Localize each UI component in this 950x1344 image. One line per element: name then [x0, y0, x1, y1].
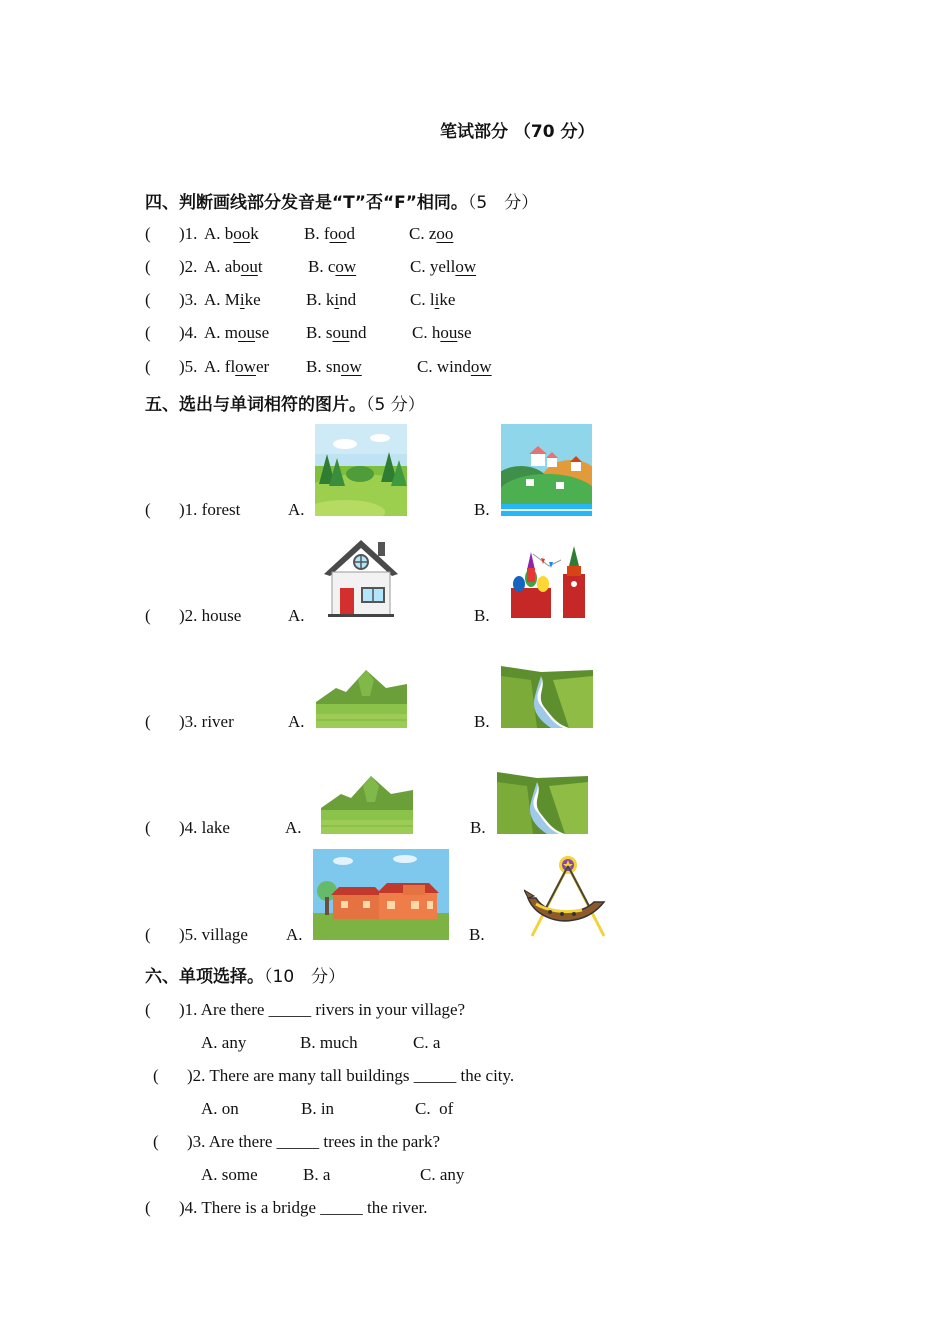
section-4-heading	[145, 188, 538, 213]
match-item-3	[145, 712, 234, 732]
option-a	[204, 257, 263, 277]
option-c	[417, 357, 492, 377]
q3-option-c: C. any	[420, 1165, 465, 1184]
answer-blank[interactable]: (	[145, 925, 151, 944]
underlined-letters: ow	[235, 357, 256, 376]
word-part: s	[325, 323, 333, 342]
item-number: )3.	[179, 290, 198, 309]
word-part: k	[250, 224, 259, 243]
kremlin-picture[interactable]	[505, 544, 591, 618]
answer-blank[interactable]: (	[145, 357, 151, 376]
q1-option-c: C. a	[413, 1033, 441, 1052]
option-b-label: B.	[470, 818, 486, 837]
option-b	[306, 323, 366, 343]
option-label: A.	[204, 224, 221, 243]
river-valley-picture[interactable]	[501, 666, 593, 728]
word-part: b	[224, 224, 234, 243]
option-b-label: B.	[474, 712, 490, 731]
option-label: B.	[308, 257, 324, 276]
match-word: )5. village	[179, 925, 248, 944]
option-b	[306, 357, 362, 377]
underlined-letters: i	[334, 290, 340, 309]
underlined-letters: i	[434, 290, 440, 309]
option-b	[304, 224, 355, 244]
q1-option-b: B. much	[300, 1033, 358, 1052]
word-part: ke	[439, 290, 456, 309]
section-6-heading-text: 六、单项选择。	[145, 967, 264, 987]
option-c	[410, 290, 455, 310]
answer-blank[interactable]: (	[145, 712, 151, 731]
option-label: C.	[410, 257, 426, 276]
option-b	[308, 257, 356, 277]
pronunciation-row	[145, 224, 197, 244]
q1-option-a: A. any	[201, 1033, 247, 1052]
answer-blank[interactable]: (	[145, 500, 151, 519]
q3-option-b: B. a	[303, 1165, 331, 1184]
word-part: fl	[224, 357, 236, 376]
match-item-4	[145, 818, 230, 838]
item-number: )4.	[179, 323, 198, 342]
match-item-5	[145, 925, 248, 945]
question-text: )1. Are there _____ rivers in your village?	[179, 1000, 466, 1019]
question-3	[153, 1132, 440, 1152]
option-a	[204, 224, 259, 244]
match-item-1	[145, 500, 240, 520]
river-valley-picture[interactable]	[497, 772, 588, 834]
option-label: B.	[306, 357, 322, 376]
hill-town-picture[interactable]	[501, 424, 592, 516]
underlined-letters: ou	[332, 323, 350, 342]
section-4-heading-text: 四、判断画线部分发音是“T”否“F”相同。	[145, 193, 468, 213]
q3-option-a: A. some	[201, 1165, 258, 1184]
option-a-label: A.	[286, 925, 303, 944]
word-part: nd	[339, 290, 357, 309]
word-part: er	[255, 357, 270, 376]
pronunciation-row	[145, 357, 197, 377]
answer-blank[interactable]: (	[145, 257, 151, 276]
match-word: )3. river	[179, 712, 234, 731]
word-part: ke	[244, 290, 261, 309]
word-part: m	[224, 323, 239, 342]
match-word: )1. forest	[179, 500, 241, 519]
page-title: 笔试部分 （70 分）	[440, 122, 595, 142]
word-part: z	[428, 224, 437, 243]
underlined-letters: i	[239, 290, 245, 309]
option-label: C.	[412, 323, 428, 342]
section-5-points: （5 分）	[366, 395, 425, 415]
option-c	[409, 224, 453, 244]
underlined-letters: oo	[436, 224, 454, 243]
option-a-label: A.	[288, 500, 305, 519]
underlined-letters: ou	[238, 323, 256, 342]
option-label: A.	[204, 323, 221, 342]
underlined-letters: ou	[240, 257, 258, 276]
option-label: A.	[204, 257, 221, 276]
word-part: c	[327, 257, 336, 276]
word-part: se	[255, 323, 270, 342]
option-c	[412, 323, 472, 343]
word-part: f	[323, 224, 330, 243]
option-b-label: B.	[469, 925, 485, 944]
answer-blank[interactable]: (	[145, 224, 151, 243]
section-6-points: （10 分）	[264, 967, 346, 987]
option-label: C.	[409, 224, 425, 243]
house-picture[interactable]	[322, 536, 400, 618]
underlined-letters: ou	[440, 323, 458, 342]
option-label: C.	[410, 290, 426, 309]
answer-blank[interactable]: (	[145, 606, 151, 625]
answer-blank[interactable]: (	[145, 323, 151, 342]
question-4	[145, 1198, 427, 1218]
village-houses-picture[interactable]	[313, 849, 449, 940]
section-6-heading	[145, 962, 345, 987]
q2-option-b: B. in	[301, 1099, 335, 1118]
word-part: d	[346, 224, 356, 243]
question-2	[153, 1066, 514, 1086]
option-label: C.	[417, 357, 433, 376]
q2-option-a: A. on	[201, 1099, 239, 1118]
question-text: )3. Are there _____ trees in the park?	[187, 1132, 441, 1151]
pronunciation-row	[145, 323, 197, 343]
mountain-picture[interactable]	[316, 666, 407, 728]
question-text: )4. There is a bridge _____ the river.	[179, 1198, 428, 1217]
underlined-letters: oo	[233, 224, 251, 243]
answer-blank[interactable]: (	[145, 818, 151, 837]
section-5-heading-text: 五、选出与单词相符的图片。	[145, 395, 366, 415]
underlined-letters: ow	[340, 357, 362, 376]
word-part: yell	[429, 257, 456, 276]
answer-blank[interactable]: (	[145, 1000, 151, 1019]
option-label: B.	[306, 323, 322, 342]
word-part: wind	[436, 357, 471, 376]
option-a-label: A.	[288, 606, 305, 625]
underlined-letters: oo	[329, 224, 347, 243]
option-b-label: B.	[474, 500, 490, 519]
pronunciation-row	[145, 290, 197, 310]
word-part: sn	[325, 357, 341, 376]
mountain-picture[interactable]	[321, 772, 413, 834]
section-5-heading	[145, 390, 425, 415]
option-c	[410, 257, 476, 277]
answer-blank[interactable]: (	[153, 1132, 159, 1151]
underlined-letters: ow	[455, 257, 477, 276]
option-label: A.	[204, 357, 221, 376]
option-a-label: A.	[285, 818, 302, 837]
match-item-2	[145, 606, 241, 626]
answer-blank[interactable]: (	[145, 290, 151, 309]
word-part: l	[429, 290, 435, 309]
item-number: )5.	[179, 357, 198, 376]
option-a-label: A.	[288, 712, 305, 731]
question-1	[145, 1000, 465, 1020]
option-a	[204, 323, 269, 343]
pirate-ship-ride-picture[interactable]	[524, 852, 608, 940]
match-word: )4. lake	[179, 818, 230, 837]
q2-option-c: C. of	[415, 1099, 454, 1118]
option-a	[204, 290, 261, 310]
word-part: k	[325, 290, 335, 309]
word-part: t	[257, 257, 263, 276]
option-label: B.	[304, 224, 320, 243]
option-a	[204, 357, 269, 377]
option-label: B.	[306, 290, 322, 309]
word-part: M	[224, 290, 240, 309]
forest-meadow-picture[interactable]	[315, 424, 407, 516]
answer-blank[interactable]: (	[153, 1066, 159, 1085]
match-word: )2. house	[179, 606, 242, 625]
word-part: h	[431, 323, 441, 342]
underlined-letters: ow	[470, 357, 492, 376]
option-b-label: B.	[474, 606, 490, 625]
word-part: ab	[224, 257, 241, 276]
question-text: )2. There are many tall buildings _____ the city.	[187, 1066, 515, 1085]
option-label: A.	[204, 290, 221, 309]
answer-blank[interactable]: (	[145, 1198, 151, 1217]
item-number: )2.	[179, 257, 198, 276]
pronunciation-row	[145, 257, 197, 277]
word-part: nd	[349, 323, 367, 342]
option-b	[306, 290, 356, 310]
item-number: )1.	[179, 224, 198, 243]
underlined-letters: ow	[335, 257, 357, 276]
word-part: se	[457, 323, 472, 342]
section-4-points: （5 分）	[467, 193, 539, 213]
